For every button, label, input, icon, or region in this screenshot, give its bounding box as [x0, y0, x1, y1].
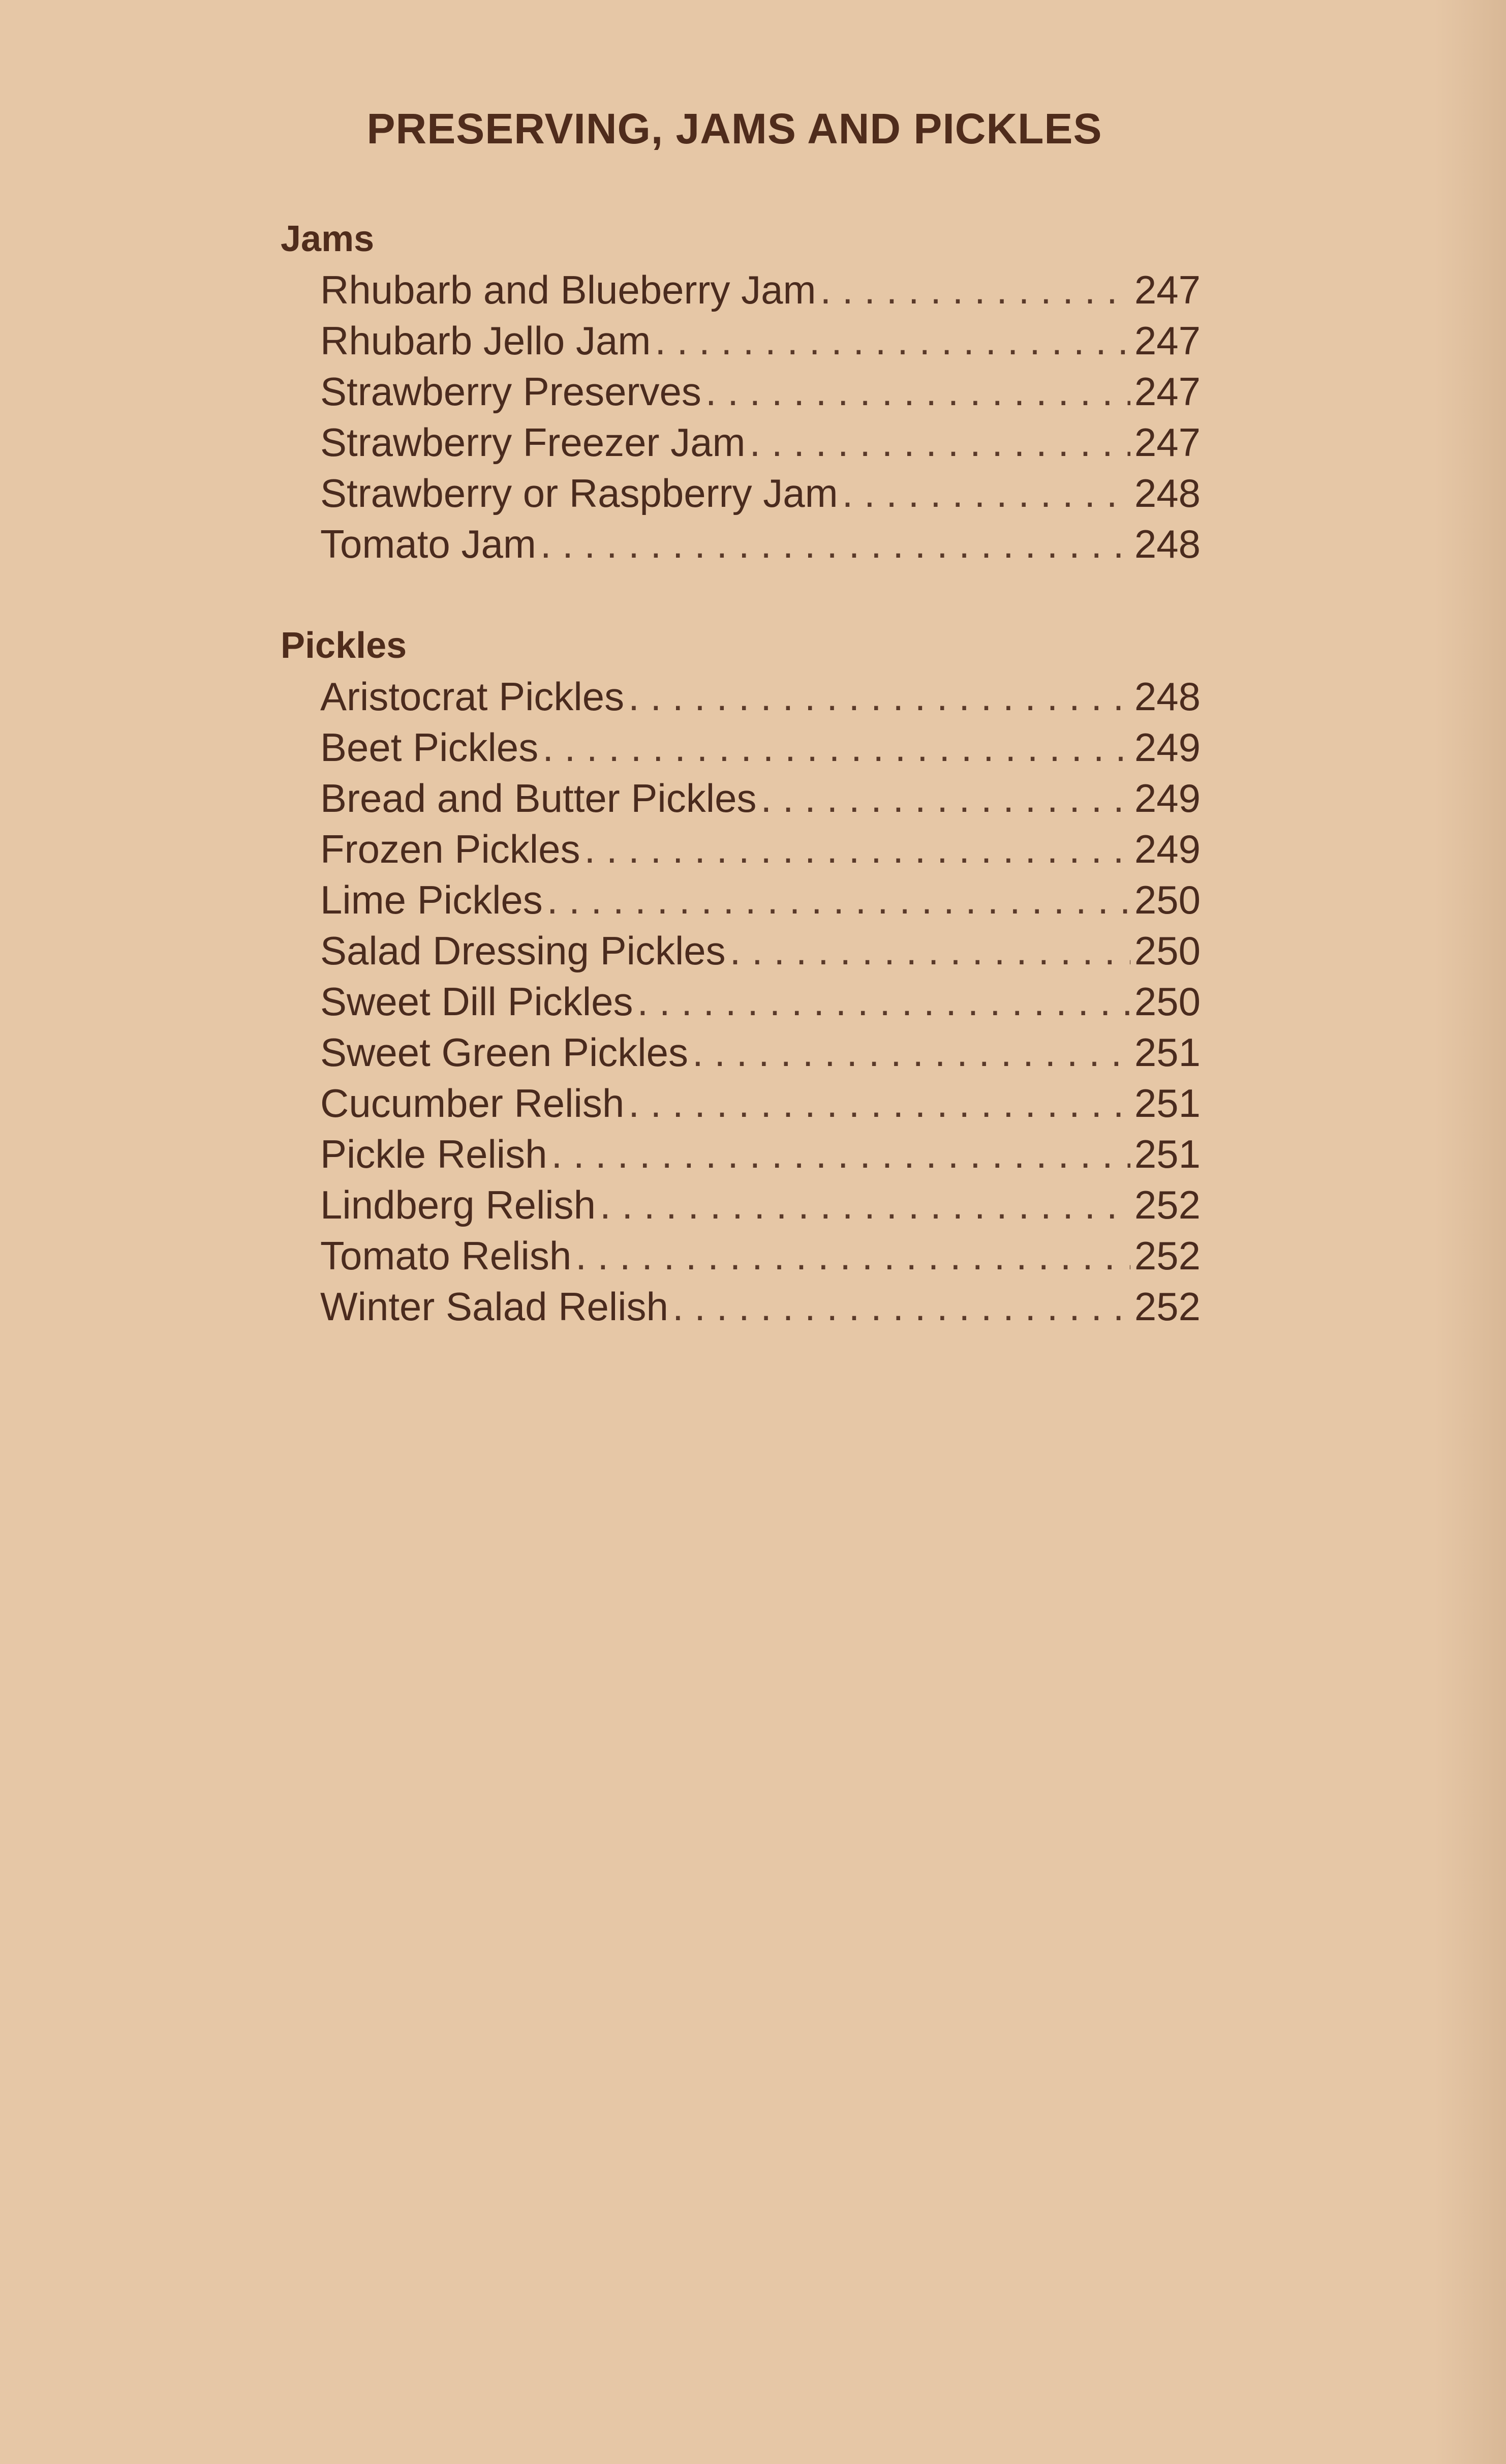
- dot-leader: [575, 1230, 1130, 1281]
- index-entry[interactable]: [320, 976, 1201, 1027]
- index-entry[interactable]: [320, 773, 1201, 824]
- index-entry[interactable]: [320, 925, 1201, 976]
- index-entry[interactable]: [320, 1027, 1201, 1078]
- entry-page-number: 251: [1134, 1030, 1201, 1075]
- dot-leader: [820, 264, 1130, 315]
- entry-page-number: 248: [1134, 471, 1201, 515]
- dot-leader: [705, 366, 1130, 417]
- index-entry[interactable]: [320, 264, 1201, 315]
- index-entry[interactable]: [320, 671, 1201, 722]
- index-entry[interactable]: [320, 824, 1201, 874]
- dot-leader: [551, 1129, 1130, 1179]
- dot-leader: [655, 315, 1130, 366]
- index-entry[interactable]: [320, 417, 1201, 468]
- index-entry[interactable]: [320, 1230, 1201, 1281]
- entry-page-number: 252: [1134, 1284, 1201, 1329]
- entry-page-number: 247: [1134, 267, 1201, 312]
- dot-leader: [628, 671, 1130, 722]
- entry-name: Cucumber Relish: [320, 1081, 625, 1125]
- index-entry[interactable]: [320, 1179, 1201, 1230]
- entry-name: Lime Pickles: [320, 877, 543, 922]
- entry-name: Bread and Butter Pickles: [320, 776, 757, 820]
- entry-page-number: 247: [1134, 318, 1201, 363]
- entry-name: Sweet Green Pickles: [320, 1030, 688, 1075]
- index-entry[interactable]: [320, 1129, 1201, 1179]
- index-entry[interactable]: [320, 468, 1201, 519]
- dot-leader: [730, 925, 1130, 976]
- entry-page-number: 249: [1134, 725, 1201, 770]
- section-jams: [281, 214, 1201, 569]
- entry-page-number: 251: [1134, 1132, 1201, 1176]
- entry-name: Winter Salad Relish: [320, 1284, 668, 1329]
- entry-name: Strawberry or Raspberry Jam: [320, 471, 838, 515]
- entry-name: Tomato Relish: [320, 1233, 572, 1278]
- section-heading-jams: Jams: [281, 219, 375, 259]
- entry-name: Tomato Jam: [320, 522, 536, 566]
- jams-entry-list: [281, 264, 1201, 569]
- entry-name: Salad Dressing Pickles: [320, 928, 726, 973]
- entry-page-number: 249: [1134, 827, 1201, 871]
- dot-leader: [547, 874, 1130, 925]
- dot-leader: [540, 519, 1130, 569]
- index-entry[interactable]: [320, 366, 1201, 417]
- dot-leader: [760, 773, 1130, 824]
- dot-leader: [672, 1281, 1130, 1332]
- entry-page-number: 251: [1134, 1081, 1201, 1125]
- entry-name: Strawberry Preserves: [320, 369, 701, 414]
- section-heading-pickles: Pickles: [281, 625, 407, 666]
- index-entry[interactable]: [320, 1078, 1201, 1129]
- entry-name: Lindberg Relish: [320, 1182, 596, 1227]
- index-entry[interactable]: [320, 722, 1201, 773]
- entry-page-number: 252: [1134, 1233, 1201, 1278]
- entry-name: Strawberry Freezer Jam: [320, 420, 746, 465]
- dot-leader: [842, 468, 1130, 519]
- entry-page-number: 250: [1134, 928, 1201, 973]
- index-entry[interactable]: [320, 874, 1201, 925]
- dot-leader: [637, 976, 1130, 1027]
- entry-name: Pickle Relish: [320, 1132, 547, 1176]
- dot-leader: [692, 1027, 1130, 1078]
- entry-name: Frozen Pickles: [320, 827, 580, 871]
- entry-name: Beet Pickles: [320, 725, 539, 770]
- entry-page-number: 247: [1134, 369, 1201, 414]
- dot-leader: [542, 722, 1130, 773]
- entry-page-number: 250: [1134, 877, 1201, 922]
- index-entry[interactable]: [320, 519, 1201, 569]
- entry-page-number: 247: [1134, 420, 1201, 465]
- entry-page-number: 250: [1134, 979, 1201, 1024]
- dot-leader: [600, 1179, 1130, 1230]
- section-pickles: [281, 620, 1201, 1332]
- dot-leader: [750, 417, 1130, 468]
- dot-leader: [628, 1078, 1130, 1129]
- page-title: PRESERVING, JAMS AND PICKLES: [366, 105, 1102, 153]
- entry-page-number: 252: [1134, 1182, 1201, 1227]
- pickles-entry-list: [281, 671, 1201, 1332]
- entry-name: Rhubarb Jello Jam: [320, 318, 651, 363]
- entry-page-number: 248: [1134, 522, 1201, 566]
- entry-page-number: 249: [1134, 776, 1201, 820]
- entry-name: Sweet Dill Pickles: [320, 979, 633, 1024]
- entry-name: Rhubarb and Blueberry Jam: [320, 267, 816, 312]
- dot-leader: [585, 824, 1130, 874]
- entry-name: Aristocrat Pickles: [320, 674, 625, 719]
- index-entry[interactable]: [320, 315, 1201, 366]
- index-entry[interactable]: [320, 1281, 1201, 1332]
- entry-page-number: 248: [1134, 674, 1201, 719]
